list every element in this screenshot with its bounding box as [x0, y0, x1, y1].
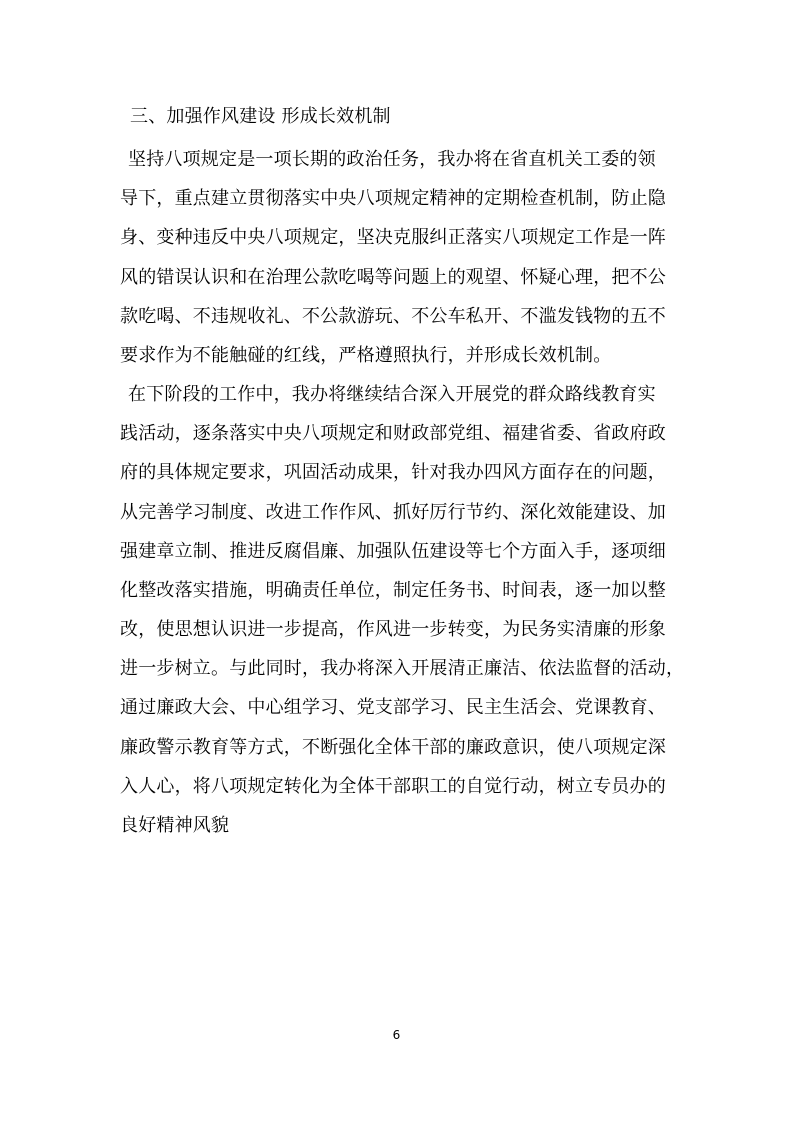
paragraph-line: 良好精神风貌 [120, 815, 230, 836]
paragraph-line: 从完善学习制度、改进工作作风、抓好厉行节约、深化效能建设、加 [120, 502, 666, 523]
page-number: 6 [392, 1028, 401, 1042]
paragraph-line: 化整改落实措施，明确责任单位，制定任务书、时间表，逐一加以整 [120, 580, 666, 601]
paragraph-line: 导下，重点建立贯彻落实中央八项规定精神的定期检查机制，防止隐 [120, 188, 666, 209]
paragraph-line: 要求作为不能触碰的红线，严格遵照执行，并形成长效机制。 [120, 345, 612, 366]
paragraph-line: 践活动，逐条落实中央八项规定和财政部党组、福建省委、省政府政 [120, 423, 666, 444]
section-heading: 三、加强作风建设 形成长效机制 [130, 106, 391, 127]
paragraph-line: 在下阶段的工作中，我办将继续结合深入开展党的群众路线教育实 [128, 384, 656, 405]
paragraph-line: 款吃喝、不违规收礼、不公款游玩、不公车私开、不滥发钱物的五不 [120, 306, 666, 327]
paragraph-line: 通过廉政大会、中心组学习、党支部学习、民主生活会、党课教育、 [120, 697, 666, 718]
paragraph-line: 身、变种违反中央八项规定，坚决克服纠正落实八项规定工作是一阵 [120, 227, 666, 248]
paragraph-line: 坚持八项规定是一项长期的政治任务，我办将在省直机关工委的领 [128, 149, 656, 170]
paragraph-line: 府的具体规定要求，巩固活动成果，针对我办四风方面存在的问题， [120, 462, 666, 483]
paragraph-line: 风的错误认识和在治理公款吃喝等问题上的观望、怀疑心理，把不公 [120, 267, 666, 288]
paragraph-line: 强建章立制、推进反腐倡廉、加强队伍建设等七个方面入手，逐项细 [120, 541, 666, 562]
paragraph-line: 进一步树立。与此同时，我办将深入开展清正廉洁、依法监督的活动， [120, 658, 685, 679]
paragraph-line: 改，使思想认识进一步提高，作风进一步转变，为民务实清廉的形象 [120, 619, 666, 640]
paragraph-line: 廉政警示教育等方式，不断强化全体干部的廉政意识，使八项规定深 [120, 737, 666, 758]
paragraph-line: 入人心，将八项规定转化为全体干部职工的自觉行动，树立专员办的 [120, 776, 666, 797]
